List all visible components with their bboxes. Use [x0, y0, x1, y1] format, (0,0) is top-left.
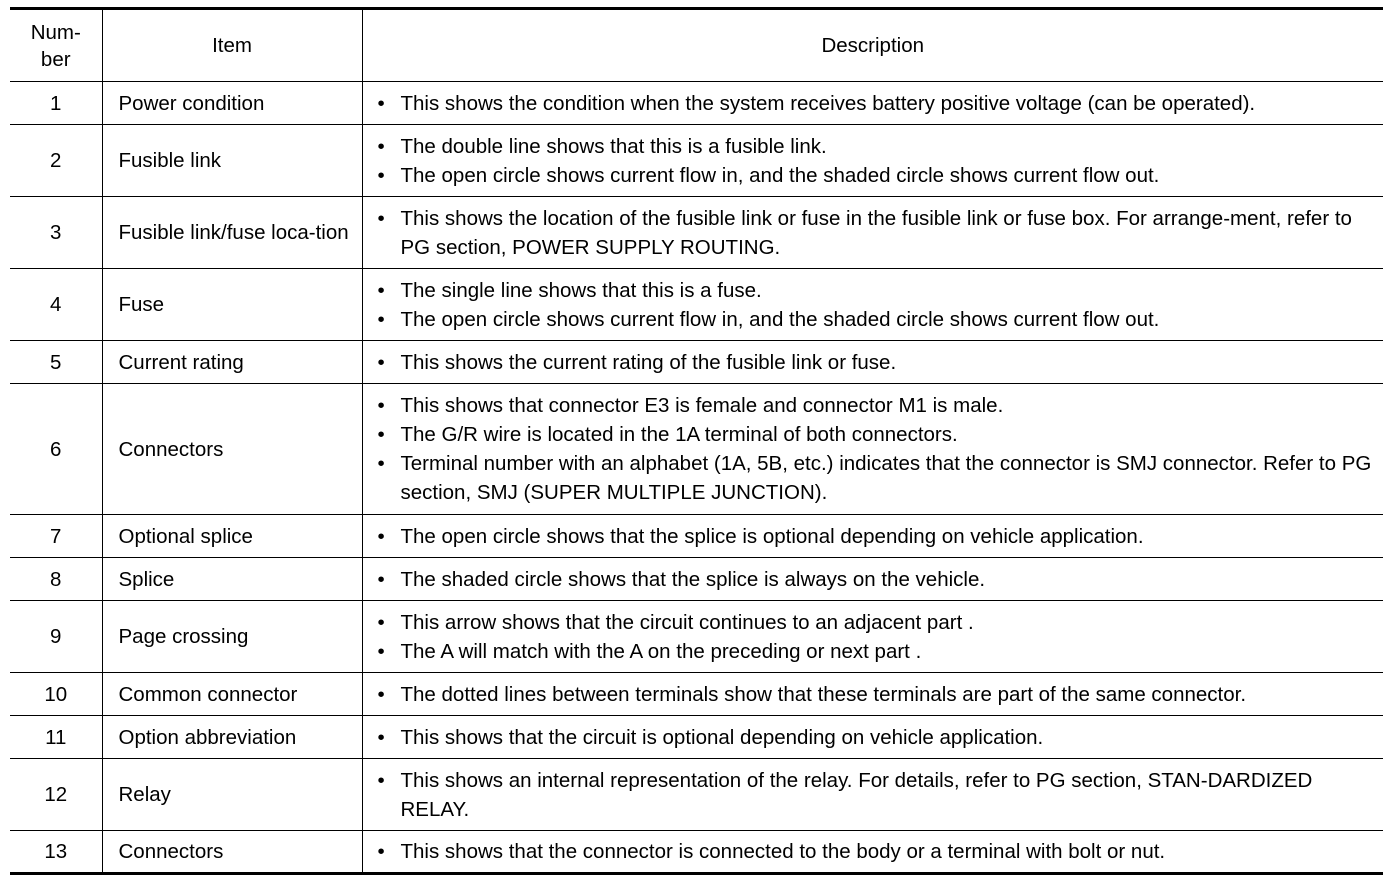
table-body	[10, 82, 1383, 874]
table-row	[10, 759, 1383, 831]
description-bullet: • This shows that the circuit is optional depending on vehicle application.	[376, 723, 1378, 752]
description-bullet: • The single line shows that this is a fuse.	[376, 276, 1378, 305]
row-item: Fusible link/fuse loca-tion	[102, 197, 362, 269]
row-description	[362, 197, 1383, 269]
header-number	[10, 9, 102, 82]
table-row	[10, 82, 1383, 125]
row-number: 11	[10, 716, 102, 759]
description-bullet: • The open circle shows current flow in, and the shaded circle shows current flow out.	[376, 305, 1378, 334]
row-description	[362, 82, 1383, 125]
description-bullet: • The open circle shows current flow in, and the shaded circle shows current flow out.	[376, 161, 1378, 190]
table-header	[10, 9, 1383, 82]
description-bullet: • This shows the current rating of the fusible link or fuse.	[376, 348, 1378, 377]
row-number: 7	[10, 515, 102, 558]
table-row	[10, 197, 1383, 269]
description-bullet: • This shows the condition when the system receives battery positive voltage (can be operated).	[376, 89, 1378, 118]
header-number-line1: Num-	[30, 20, 81, 44]
row-description	[362, 125, 1383, 197]
description-bullet: • The dotted lines between terminals show that these terminals are part of the same connector.	[376, 680, 1378, 709]
row-item: Option abbreviation	[102, 716, 362, 759]
row-item: Relay	[102, 759, 362, 831]
row-number: 4	[10, 269, 102, 341]
row-number: 12	[10, 759, 102, 831]
table-row	[10, 269, 1383, 341]
row-number: 13	[10, 831, 102, 874]
description-bullet: • This shows that the connector is connected to the body or a terminal with bolt or nut.	[376, 837, 1378, 866]
description-bullet: • The open circle shows that the splice is optional depending on vehicle application.	[376, 522, 1378, 551]
row-description	[362, 341, 1383, 384]
row-item: Page crossing	[102, 601, 362, 673]
row-description	[362, 558, 1383, 601]
description-bullet: • The A will match with the A on the preceding or next part .	[376, 637, 1378, 666]
row-description	[362, 716, 1383, 759]
table-row	[10, 341, 1383, 384]
row-number: 1	[10, 82, 102, 125]
table-row	[10, 601, 1383, 673]
table-row	[10, 125, 1383, 197]
table-row	[10, 384, 1383, 515]
row-item: Common connector	[102, 673, 362, 716]
row-item: Optional splice	[102, 515, 362, 558]
header-row	[10, 9, 1383, 82]
row-number: 5	[10, 341, 102, 384]
legend-table	[10, 7, 1383, 875]
row-item: Connectors	[102, 384, 362, 515]
row-number: 2	[10, 125, 102, 197]
description-bullet: • This shows an internal representation of the relay. For details, refer to PG section, STAN-DARDIZED RELAY.	[376, 766, 1378, 824]
header-number-line2: ber	[40, 47, 71, 71]
row-description	[362, 515, 1383, 558]
description-bullet: • The shaded circle shows that the splice is always on the vehicle.	[376, 565, 1378, 594]
description-bullet: • Terminal number with an alphabet (1A, 5B, etc.) indicates that the connector is SMJ connector. Refer to PG section, SMJ (SUPER MULTIPLE JUNCTION).	[376, 449, 1378, 507]
row-item: Fusible link	[102, 125, 362, 197]
table-row	[10, 831, 1383, 874]
table-row	[10, 673, 1383, 716]
row-description	[362, 269, 1383, 341]
row-description	[362, 673, 1383, 716]
row-number: 6	[10, 384, 102, 515]
description-bullet: • This shows the location of the fusible link or fuse in the fusible link or fuse box. For arrange-ment, refer to PG section, POWER SUPPLY ROUTING.	[376, 204, 1378, 262]
header-item: Item	[102, 9, 362, 82]
description-bullet: • This arrow shows that the circuit continues to an adjacent part .	[376, 608, 1378, 637]
document-page	[10, 7, 1383, 875]
table-row	[10, 558, 1383, 601]
row-item: Power condition	[102, 82, 362, 125]
row-description	[362, 601, 1383, 673]
row-item: Fuse	[102, 269, 362, 341]
row-item: Current rating	[102, 341, 362, 384]
description-bullet: • The G/R wire is located in the 1A terminal of both connectors.	[376, 420, 1378, 449]
row-number: 9	[10, 601, 102, 673]
row-number: 8	[10, 558, 102, 601]
table-row	[10, 515, 1383, 558]
description-bullet: • The double line shows that this is a fusible link.	[376, 132, 1378, 161]
row-description	[362, 384, 1383, 515]
row-number: 10	[10, 673, 102, 716]
row-item: Connectors	[102, 831, 362, 874]
row-description	[362, 831, 1383, 874]
row-item: Splice	[102, 558, 362, 601]
row-number: 3	[10, 197, 102, 269]
table-row	[10, 716, 1383, 759]
header-description: Description	[362, 9, 1383, 82]
row-description	[362, 759, 1383, 831]
description-bullet: • This shows that connector E3 is female and connector M1 is male.	[376, 391, 1378, 420]
